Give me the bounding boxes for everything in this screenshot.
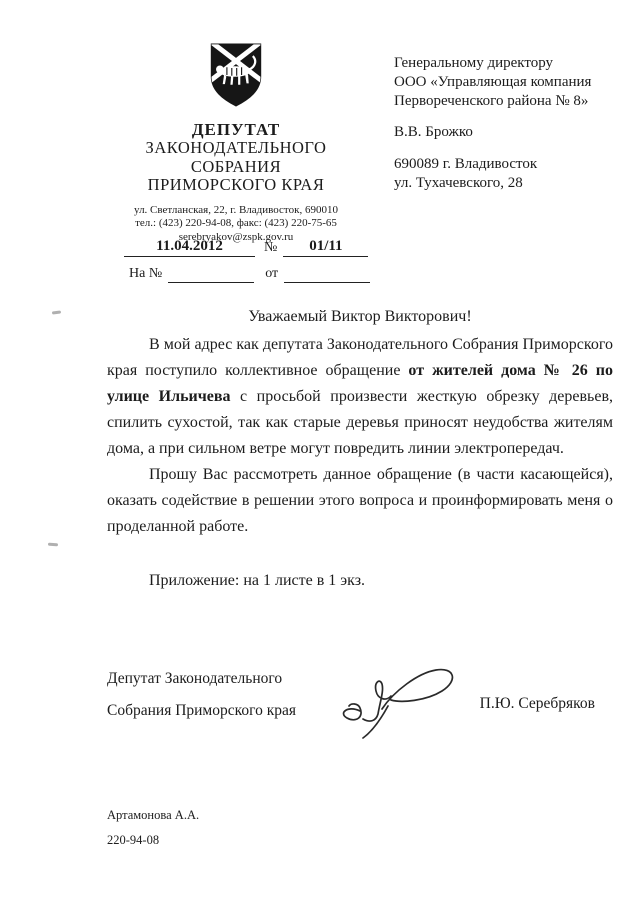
executor-phone: 220-94-08	[107, 833, 160, 847]
recipient-block	[394, 54, 632, 193]
signer-position-line1: Депутат Законодательного	[107, 670, 283, 687]
letterhead	[95, 40, 377, 244]
scan-artifact	[48, 543, 58, 547]
reference-row-incoming	[105, 264, 435, 283]
outgoing-date: 11.04.2012	[124, 238, 255, 257]
letterhead-title-line1: ДЕПУТАТ	[191, 120, 281, 139]
incoming-number-blank	[168, 264, 254, 283]
letterhead-address: ул. Светланская, 22, г. Владивосток, 690010	[134, 203, 338, 216]
handwritten-signature-icon	[330, 651, 475, 746]
letterhead-email: serebryakov@zspk.gov.ru	[178, 230, 294, 243]
recipient-organization-line2: Первореченского района № 8»	[394, 93, 589, 109]
from-date-label: от	[265, 266, 279, 281]
recipient-position: Генеральному директору	[394, 55, 554, 71]
executor-name: Артамонова А.А.	[107, 808, 200, 822]
attachment-note: Приложение: на 1 листе в 1 экз.	[149, 572, 366, 589]
signer-name: П.Ю. Серебряков	[479, 695, 595, 712]
signature-block	[107, 663, 613, 727]
scan-artifact	[52, 310, 61, 314]
recipient-name: В.В. Брожко	[394, 124, 473, 140]
spacer	[394, 142, 632, 155]
spacer	[394, 111, 632, 123]
paragraph-2: Прошу Вас рассмотреть данное обращение (в части касающейся), оказать содействие в решении этого вопроса и проинформировать меня о проделанной работе.	[107, 466, 613, 535]
executor-block	[107, 803, 199, 853]
recipient-street: ул. Тухачевского, 28	[394, 175, 523, 191]
letter-body	[107, 304, 613, 610]
letterhead-title-line4: ПРИМОРСКОГО КРАЯ	[147, 175, 325, 194]
paragraph-1-text-continued: с просьбой произвести жесткую обрезку деревьев, спилить сухостой, так как старые деревья приносят неудобства жителям дома, а при сильном ветре могут повредить линии электропередач.	[107, 388, 613, 457]
reference-row-outgoing	[105, 238, 435, 257]
incoming-date-blank	[284, 264, 370, 283]
letterhead-title-line3: СОБРАНИЯ	[190, 156, 282, 176]
signer-position-line2: Собрания Приморского края	[107, 702, 297, 719]
reference-block	[105, 238, 435, 283]
paragraph-1-bold-text: от жителей дома № 26 по улице Ильичева	[107, 362, 613, 405]
number-sign-label: №	[264, 240, 278, 255]
recipient-organization-line1: ООО «Управляющая компания	[394, 74, 592, 90]
salutation: Уважаемый Виктор Викторович!	[248, 308, 472, 325]
letterhead-phone-fax: тел.: (423) 220-94-08, факс: (423) 220-75-65	[135, 217, 337, 229]
paragraph-1-text: В мой адрес как депутата Законодательного Собрания Приморского края поступило коллективное обращение	[107, 336, 613, 379]
reply-to-label: На №	[129, 266, 163, 281]
recipient-postal-city: 690089 г. Владивосток	[394, 156, 538, 172]
outgoing-number: 01/11	[283, 238, 368, 257]
letterhead-title-line2: ЗАКОНОДАТЕЛЬНОГО	[145, 138, 327, 157]
coat-of-arms-icon	[204, 40, 268, 110]
paragraph-1	[107, 332, 613, 462]
